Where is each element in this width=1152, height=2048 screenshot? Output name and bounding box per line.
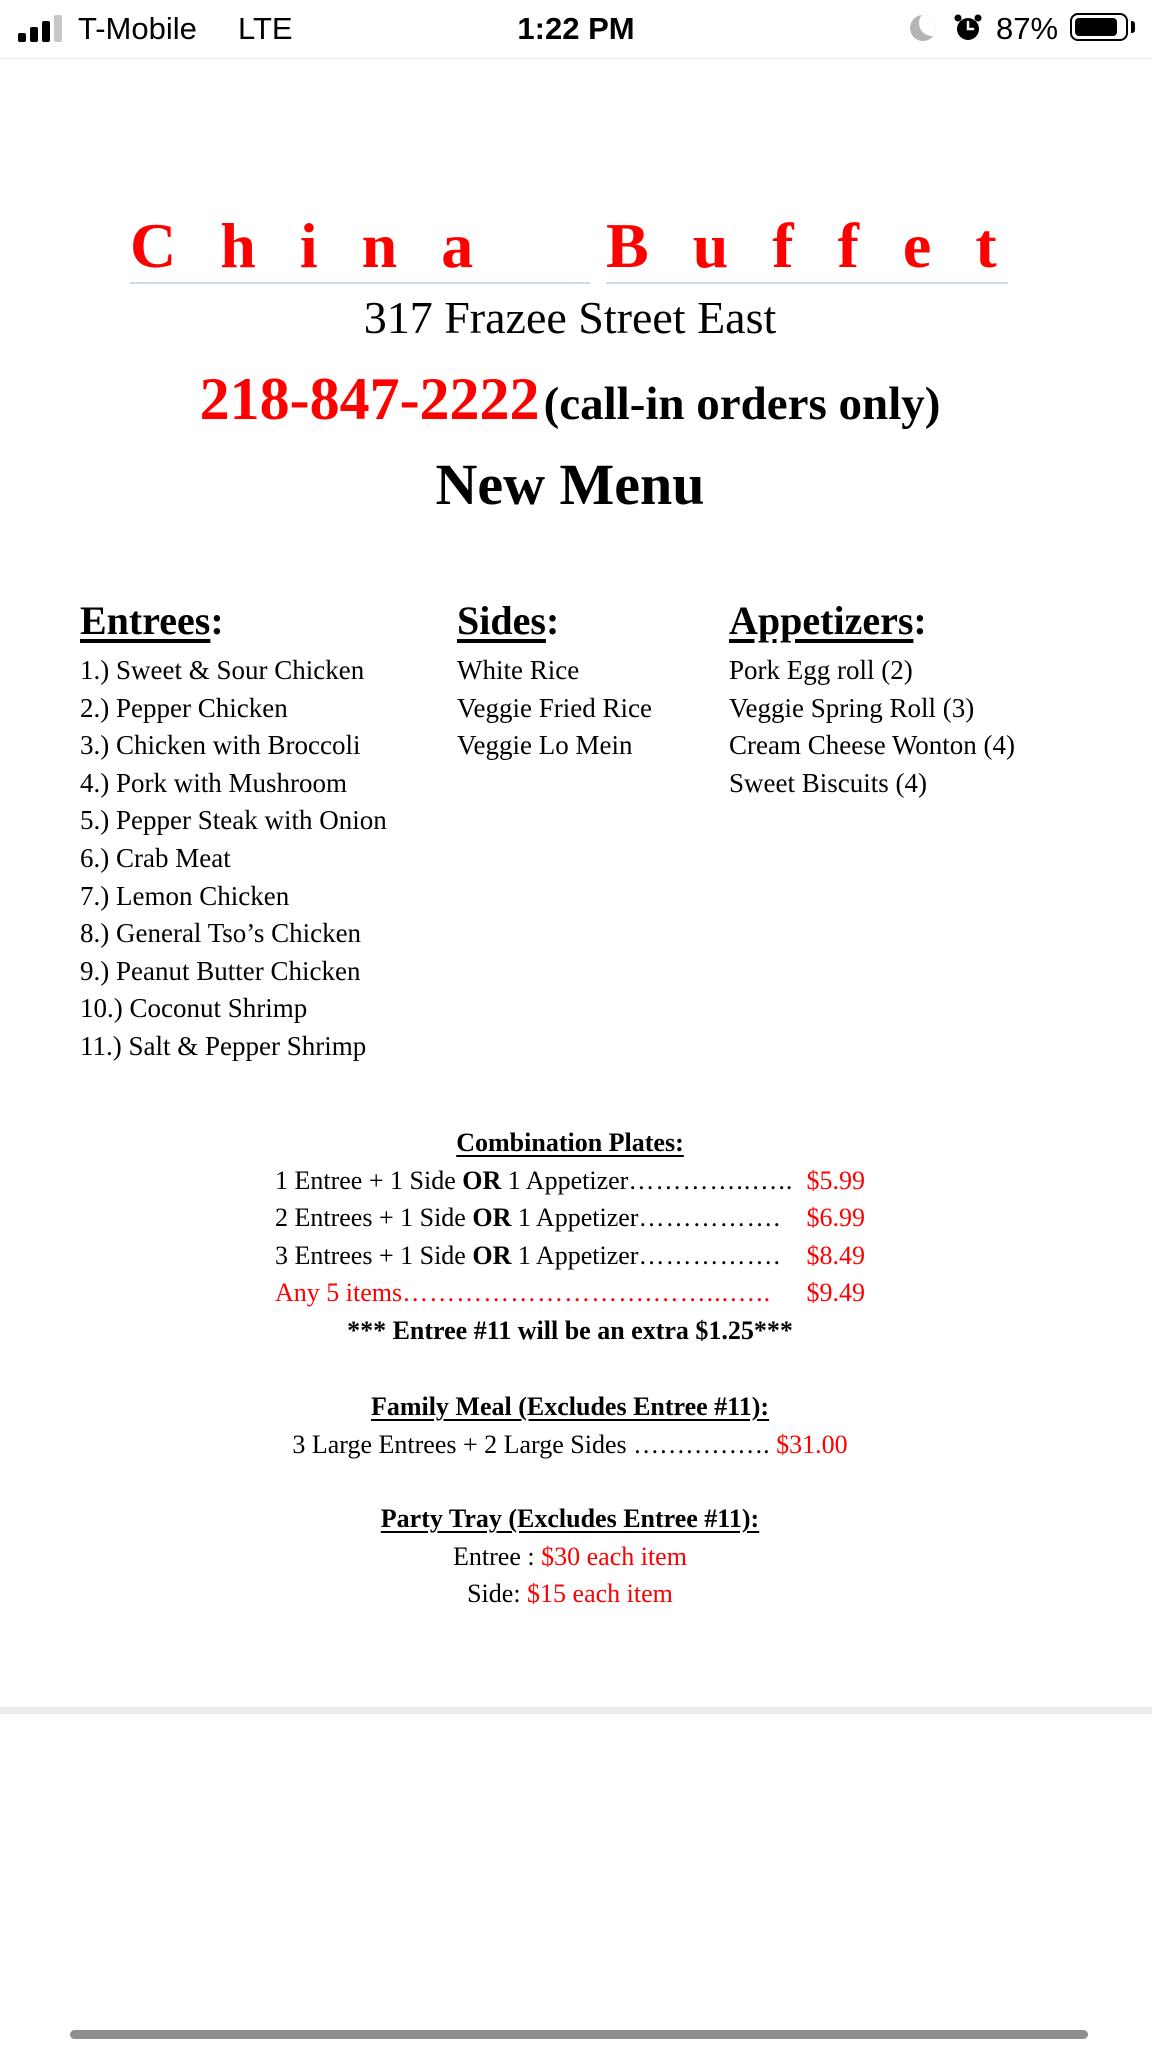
alarm-icon — [954, 14, 982, 42]
appetizer-item: Cream Cheese Wonton (4) — [729, 730, 1016, 761]
any5-price: $9.49 — [806, 1278, 865, 1308]
entree-item: 11.) Salt & Pepper Shrimp — [80, 1030, 367, 1061]
home-indicator[interactable] — [70, 2030, 1088, 2039]
party-tray-heading: Party Tray (Excludes Entree #11): — [380, 1504, 760, 1533]
combination-row: 1 Entree + 1 Side OR 1 Appetizer …………..….. $5.99 — [275, 1162, 865, 1200]
entree-item: 3.) Chicken with Broccoli — [80, 730, 361, 761]
entree-item: 1.) Sweet & Sour Chicken — [80, 655, 365, 685]
sides-heading: Sides: — [457, 598, 560, 643]
sides-column — [457, 598, 707, 765]
combination-row: 2 Entrees + 1 Side OR 1 Appetizer ……………. $6.99 — [275, 1199, 865, 1237]
side-item: Veggie Lo Mein — [457, 730, 633, 761]
entree-item: 2.) Pepper Chicken — [80, 692, 288, 723]
appetizers-list — [729, 652, 1089, 802]
moon-icon — [910, 15, 936, 41]
menu-document[interactable] — [0, 60, 1152, 1710]
entrees-heading: Entrees: — [80, 598, 224, 643]
appetizers-column — [729, 598, 1089, 802]
combination-row-any5: Any 5 items ……………………….……...….. $9.49 — [275, 1274, 865, 1312]
party-tray-entree: Entree : $30 each item — [453, 1541, 687, 1571]
phone-note: (call-in orders only) — [543, 378, 941, 430]
phone-line — [0, 364, 1140, 439]
combination-rows — [275, 1162, 865, 1312]
entree-item: 7.) Lemon Chicken — [80, 880, 290, 911]
combination-heading: Combination Plates: — [456, 1128, 684, 1157]
side-item: White Rice — [457, 655, 580, 685]
entrees-list — [80, 652, 430, 1066]
entree-item: 9.) Peanut Butter Chicken — [80, 955, 361, 986]
page-divider — [0, 1707, 1152, 1714]
entree-11-note: *** Entree #11 will be an extra $1.25*** — [347, 1315, 793, 1345]
party-entree-price: $30 each item — [541, 1541, 687, 1571]
network-type: LTE — [238, 11, 293, 46]
appetizer-item: Sweet Biscuits (4) — [729, 767, 927, 798]
family-meal-price: $31.00 — [776, 1429, 848, 1459]
entree-item: 4.) Pork with Mushroom — [80, 767, 348, 798]
family-meal-heading: Family Meal (Excludes Entree #11): — [370, 1392, 770, 1421]
title-word-china: China — [130, 210, 590, 284]
status-time: 1:22 PM — [517, 11, 635, 46]
party-tray-side: Side: $15 each item — [467, 1579, 673, 1609]
combination-price: $6.99 — [806, 1203, 865, 1233]
title-word-buffet: Buffet — [606, 210, 1008, 284]
battery-percentage: 87% — [996, 11, 1059, 46]
appetizer-item: Veggie Spring Roll (3) — [729, 692, 975, 723]
menu-title: New Menu — [435, 452, 705, 517]
status-bar — [0, 0, 1152, 59]
entree-item: 10.) Coconut Shrimp — [80, 993, 308, 1024]
phone-number[interactable]: 218-847-2222 — [199, 366, 540, 432]
party-tray — [0, 1500, 1140, 1613]
appetizer-item: Pork Egg roll (2) — [729, 655, 913, 685]
side-item: Veggie Fried Rice — [457, 692, 652, 723]
family-meal — [0, 1388, 1140, 1463]
combination-row: 3 Entrees + 1 Side OR 1 Appetizer ……………. $8.49 — [275, 1237, 865, 1275]
sides-list — [457, 652, 707, 765]
combination-price: $8.49 — [806, 1240, 865, 1270]
entree-item: 6.) Crab Meat — [80, 842, 231, 873]
entrees-column — [80, 598, 430, 1066]
restaurant-address: 317 Frazee Street East — [363, 292, 777, 343]
carrier-name: T-Mobile — [78, 11, 197, 46]
entree-item: 8.) General Tso’s Chicken — [80, 918, 362, 949]
battery-icon — [1070, 13, 1128, 41]
entree-item: 5.) Pepper Steak with Onion — [80, 805, 387, 836]
combination-price: $5.99 — [806, 1165, 865, 1195]
appetizers-heading: Appetizers: — [729, 598, 927, 643]
battery-cap — [1131, 21, 1135, 33]
family-meal-line: 3 Large Entrees + 2 Large Sides ……………. $31.00 — [292, 1429, 848, 1459]
restaurant-title — [130, 210, 1041, 290]
party-side-price: $15 each item — [527, 1579, 673, 1609]
combination-plates — [0, 1124, 1140, 1350]
